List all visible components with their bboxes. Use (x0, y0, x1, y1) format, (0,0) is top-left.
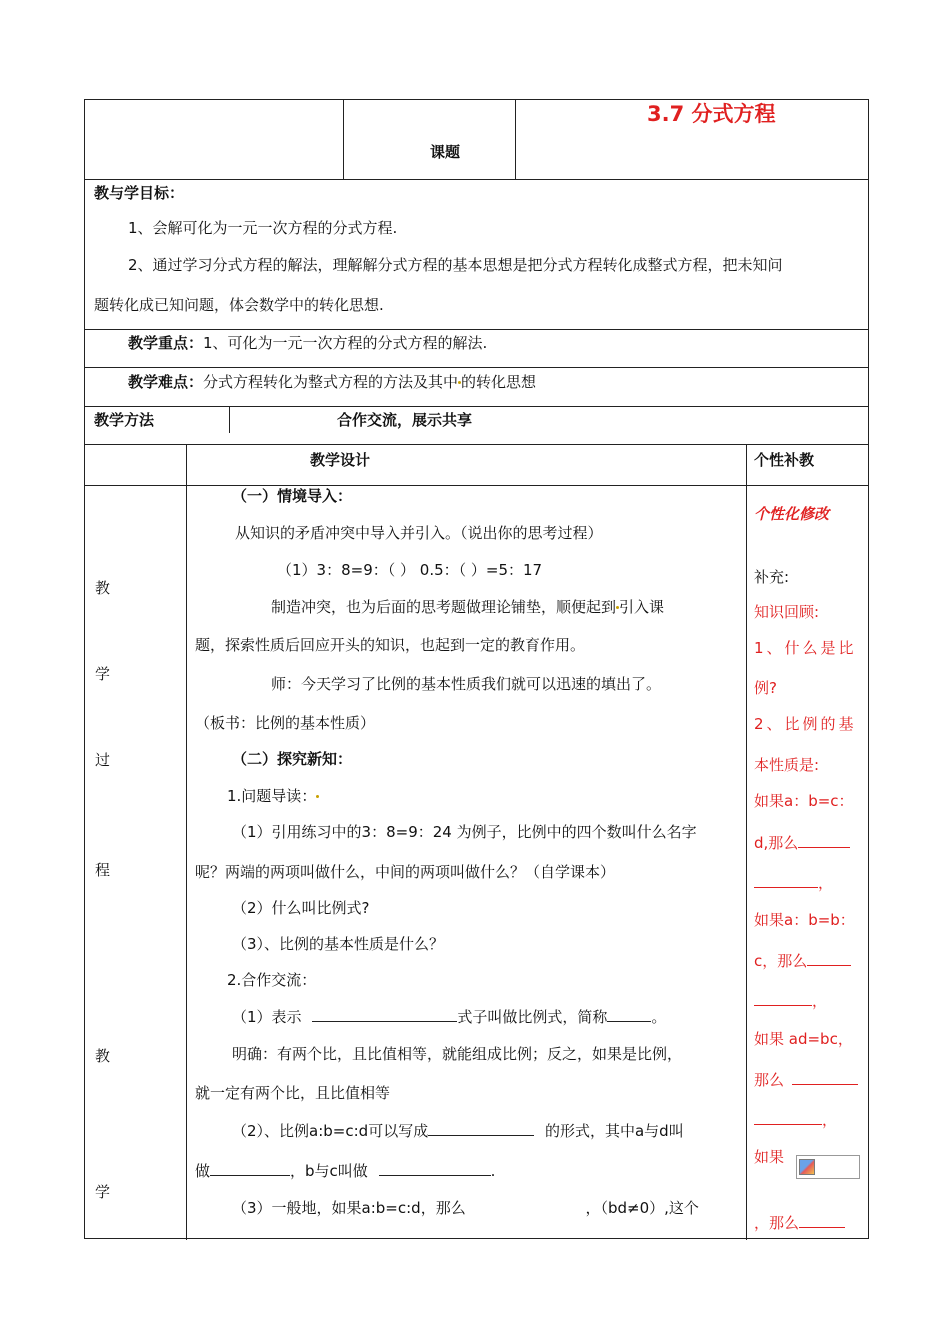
row-divider (85, 329, 868, 330)
objectives-heading: 教与学目标： (94, 184, 185, 202)
side-r5-text: c，那么 (754, 952, 808, 970)
key-point-text: 1、可化为一元一次方程的分式方程的解法. (203, 334, 488, 352)
s2-c2e: . (490, 1162, 496, 1180)
broken-image-icon (796, 1155, 860, 1179)
key-point (128, 333, 487, 353)
s2-c1 (232, 1007, 666, 1027)
fill-blank[interactable] (792, 1070, 858, 1085)
side-r1: 如果a：b=c： (754, 792, 854, 810)
s2-line: （3）、比例的基本性质是什么？ (232, 935, 445, 953)
process-label-char: 教 (95, 579, 111, 597)
fill-blank[interactable] (312, 1007, 457, 1022)
difficulty-label: 教学难点： (128, 373, 204, 391)
s2-c2-cont (195, 1161, 495, 1181)
fill-blank[interactable] (799, 1213, 845, 1228)
course-label: 课题 (430, 143, 461, 161)
process-label-char: 教 (95, 1047, 111, 1065)
fill-blank[interactable] (428, 1121, 534, 1136)
difficulty-text-a: 分式方程转化为整式方程的方法及其中 (203, 373, 459, 391)
col-divider (515, 100, 516, 179)
s2-c1c: 。 (651, 1008, 667, 1026)
side-q2b: 本性质是: (754, 756, 820, 774)
method-label: 教学方法 (94, 411, 155, 429)
key-point-label: 教学重点： (128, 334, 204, 352)
s1-line: 题，探索性质后回应开头的知识，也起到一定的教育作用。 (195, 636, 586, 654)
s1-line: （板书：比例的基本性质） (195, 714, 376, 732)
s2-c2b: 的形式，其中a与d叫 (544, 1122, 684, 1140)
side-title: 个性化修改 (754, 505, 830, 523)
s1-line3a: 制造冲突，也为后面的思考题做理论铺垫，顺便起到 (271, 598, 617, 616)
s1-line: （1）3：8=9：（ ） 0.5：（ ）=5：17 (277, 561, 543, 579)
s2-question (227, 786, 319, 806)
s2-c1b: 式子叫做比例式，简称 (457, 1008, 608, 1026)
col-divider (746, 444, 747, 1240)
side-r9 (754, 1110, 837, 1130)
fill-blank[interactable] (754, 873, 818, 888)
s2-c2 (232, 1121, 684, 1141)
s2-c3a: （3）一般地，如果a:b=c:d，那么 (232, 1199, 466, 1217)
s2-c2d: ，b与c叫做 (290, 1162, 368, 1180)
method-value: 合作交流，展示共享 (337, 411, 473, 429)
fill-blank[interactable] (807, 951, 851, 966)
side-review: 知识回顾: (754, 603, 820, 621)
section-2-heading: （二）探究新知： (232, 750, 353, 768)
s1-line: 师：今天学习了比例的基本性质我们就可以迅速的填出了。 (271, 675, 662, 693)
side-q1a: 1、什么是比 (754, 639, 857, 657)
s2-line: （1）引用练习中的3：8=9：24 为例子，比例中的四个数叫什么名字 (232, 823, 697, 841)
section-1-heading: （一）情境导入： (232, 487, 353, 505)
difficulty-text-b: 的转化思想 (461, 373, 537, 391)
side-q1b: 例? (754, 679, 777, 697)
s2-c3b: ，（bd≠0）,这个 (585, 1199, 699, 1217)
fill-blank[interactable] (379, 1161, 491, 1176)
s2-c2c: 做 (195, 1162, 211, 1180)
fill-blank[interactable] (754, 1110, 822, 1125)
s2-line: 明确：有两个比，且比值相等，就能组成比例；反之，如果是比例， (232, 1045, 683, 1063)
difficulty (128, 372, 536, 392)
row-divider (85, 485, 868, 486)
col-divider (186, 444, 187, 1240)
side-r3-end: ， (818, 874, 834, 892)
side-r5 (754, 951, 851, 971)
lesson-plan-table (84, 99, 869, 1239)
side-r6 (754, 991, 827, 1011)
s2-c3 (232, 1198, 699, 1218)
s2-coop: 2.合作交流： (227, 971, 317, 989)
side-q2a: 2、比例的基 (754, 715, 857, 733)
s1-line: 从知识的矛盾冲突中导入并引入。（说出你的思考过程） (235, 524, 603, 542)
process-label-char: 过 (95, 751, 111, 769)
side-r4: 如果a：b=b： (754, 911, 855, 929)
s2-question-colon: ： (301, 787, 317, 805)
objective-2-line1: 2、通过学习分式方程的解法，理解解分式方程的基本思想是把分式方程转化成整式方程，把未知问 (128, 256, 783, 274)
row-divider (85, 367, 868, 368)
s2-c2a: （2）、比例a:b=c:d可以写成 (232, 1122, 429, 1140)
side-r11 (754, 1213, 845, 1233)
side-r3 (754, 873, 833, 893)
process-label-char: 程 (95, 861, 111, 879)
s1-line (271, 597, 664, 617)
objective-2-line2: 题转化成已知问题，体会数学中的转化思想. (94, 296, 384, 314)
fill-blank[interactable] (754, 991, 812, 1006)
s1-line3b: 引入课 (619, 598, 665, 616)
mark-dot (316, 795, 319, 798)
process-label-char: 学 (95, 665, 111, 683)
personal-header: 个性补教 (754, 451, 815, 469)
col-divider (229, 406, 230, 433)
s2-line: 就一定有两个比，且比值相等 (195, 1084, 391, 1102)
process-label-char: 学 (95, 1183, 111, 1201)
side-r2-text: d,那么 (754, 834, 799, 852)
s2-line: 呢？两端的两项叫做什么，中间的两项叫做什么？（自学课本） (195, 863, 616, 881)
side-r8 (754, 1070, 858, 1090)
fill-blank[interactable] (798, 833, 850, 848)
s2-c1a: （1）表示 (232, 1008, 302, 1026)
image-placeholder-icon (799, 1159, 815, 1175)
side-r8-text: 那么 (754, 1071, 785, 1089)
objective-1: 1、会解可化为一元一次方程的分式方程. (128, 219, 398, 237)
fill-blank[interactable] (607, 1007, 651, 1022)
row-divider (85, 406, 868, 407)
col-divider (343, 100, 344, 179)
side-r10: 如果 (754, 1148, 785, 1166)
lesson-title: 3.7 分式方程 (647, 102, 776, 126)
side-r6-end: ， (812, 992, 828, 1010)
side-r7: 如果 ad=bc， (754, 1030, 853, 1048)
s2-question-text: 1.问题导读 (227, 787, 302, 805)
s2-line: （2）什么叫比例式? (232, 899, 370, 917)
side-r11-text: ，那么 (754, 1214, 800, 1232)
side-r2 (754, 833, 850, 853)
fill-blank[interactable] (210, 1161, 290, 1176)
row-divider (85, 444, 868, 445)
side-supp: 补充: (754, 568, 790, 586)
row-divider (85, 179, 868, 180)
design-header: 教学设计 (310, 451, 371, 469)
side-r9-end: ， (822, 1111, 838, 1129)
